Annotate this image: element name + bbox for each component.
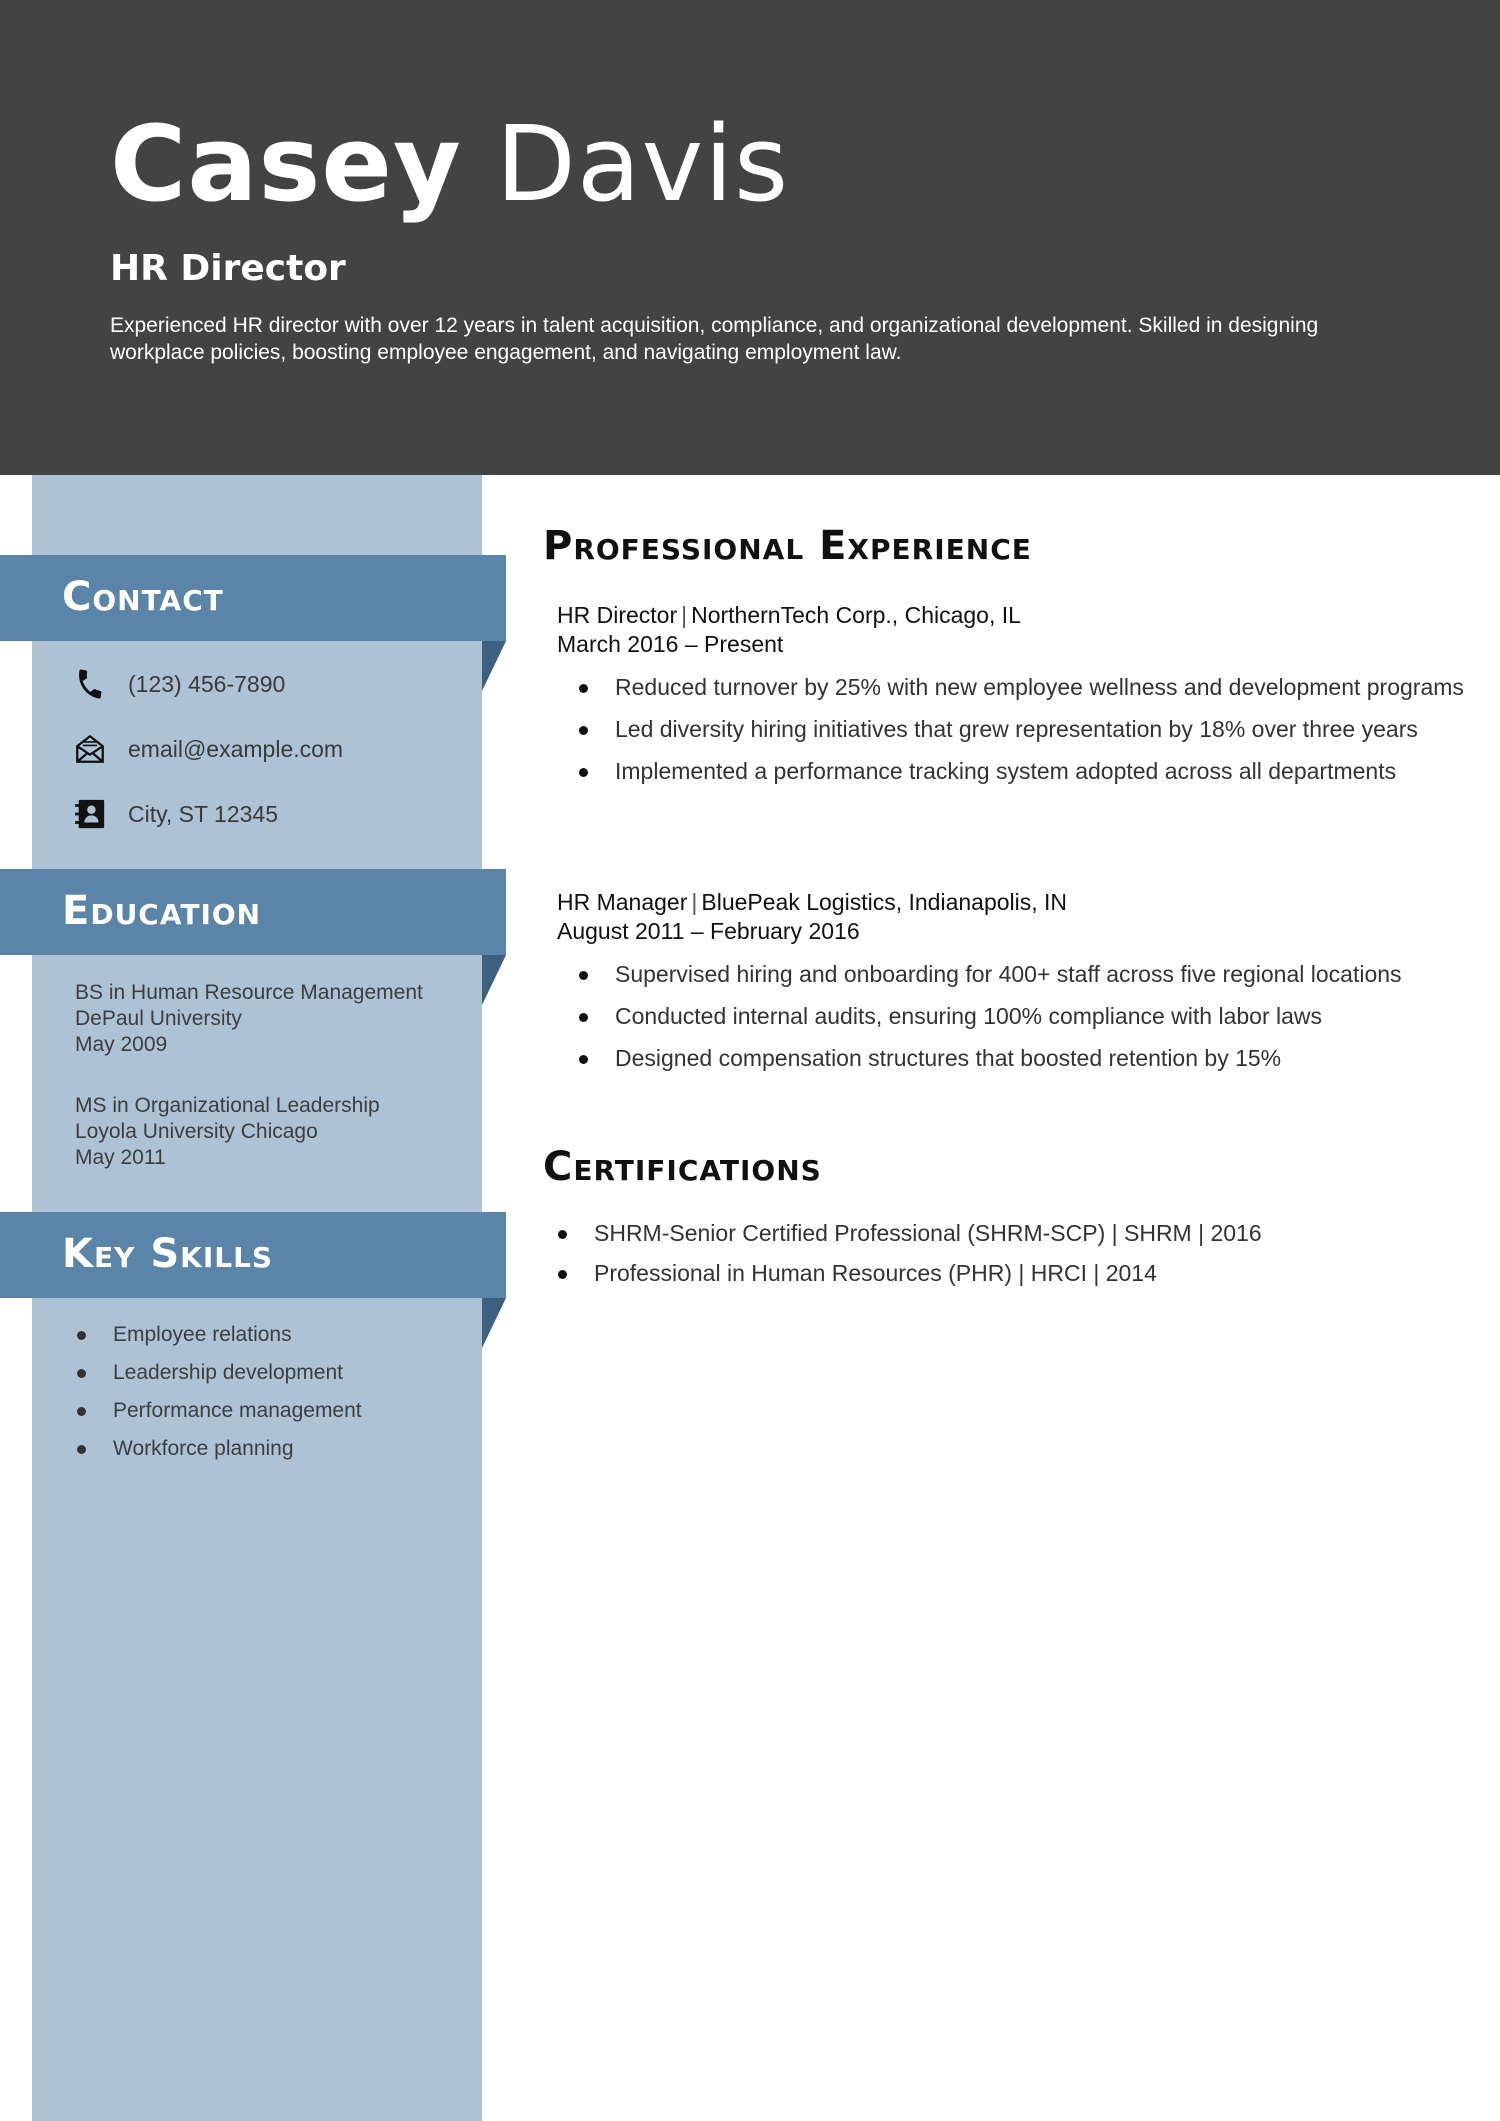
skills-section-header <box>0 1212 506 1298</box>
contact-address <box>72 794 278 834</box>
list-item: Reduced turnover by 25% with new employee wellness and development programs <box>557 672 1477 702</box>
education-section-header <box>0 869 506 955</box>
school: DePaul University <box>75 1007 242 1030</box>
email-icon <box>72 731 108 767</box>
contact-phone <box>72 664 285 704</box>
address-text: City, ST 12345 <box>128 800 279 827</box>
list-item: Supervised hiring and onboarding for 400+ staff across five regional locations <box>557 959 1477 989</box>
job-bullets <box>557 959 1477 1073</box>
email-text: email@example.com <box>128 735 344 762</box>
candidate-name <box>110 103 790 225</box>
education-entry <box>75 980 423 1058</box>
degree: BS in Human Resource Management <box>75 981 423 1004</box>
education-entry <box>75 1093 380 1171</box>
job-bullets <box>557 672 1477 786</box>
certifications-title: Certifications <box>543 1144 822 1190</box>
contact-email <box>72 729 343 769</box>
job-entry <box>557 888 1477 1085</box>
ribbon-fold <box>482 1298 506 1348</box>
list-item: Leadership development <box>75 1354 362 1392</box>
job-role: HR Manager <box>557 889 688 915</box>
ribbon-fold <box>482 955 506 1005</box>
job-company: BluePeak Logistics, Indianapolis, IN <box>701 889 1068 915</box>
list-item: Workforce planning <box>75 1430 362 1468</box>
graduation-date: May 2011 <box>75 1146 166 1169</box>
separator: | <box>691 889 698 915</box>
last-name: Davis <box>495 103 790 225</box>
skills-title: Key Skills <box>62 1231 274 1277</box>
list-item: Performance management <box>75 1392 362 1430</box>
phone-icon <box>72 666 108 702</box>
separator: | <box>681 602 688 628</box>
education-title: Education <box>62 888 262 934</box>
job-entry <box>557 601 1477 798</box>
list-item: Professional in Human Resources (PHR) | HRCI | 2014 <box>557 1258 1477 1288</box>
list-item: Led diversity hiring initiatives that grew representation by 18% over three years <box>557 714 1477 744</box>
job-company: NorthernTech Corp., Chicago, IL <box>691 602 1021 628</box>
first-name: Casey <box>110 103 462 225</box>
job-title: HR Director <box>110 248 346 289</box>
list-item: SHRM-Senior Certified Professional (SHRM-SCP) | SHRM | 2016 <box>557 1218 1477 1248</box>
job-dates: August 2011 – February 2016 <box>557 918 860 944</box>
phone-text: (123) 456-7890 <box>128 670 286 697</box>
sidebar <box>32 475 482 2121</box>
certifications-list <box>557 1218 1477 1298</box>
list-item: Employee relations <box>75 1316 362 1354</box>
school: Loyola University Chicago <box>75 1120 318 1143</box>
resume-header <box>0 0 1500 475</box>
job-dates: March 2016 – Present <box>557 631 784 657</box>
contact-title: Contact <box>62 574 224 620</box>
degree: MS in Organizational Leadership <box>75 1094 380 1117</box>
summary-text: Experienced HR director with over 12 years in talent acquisition, compliance, and organizational development. Skilled in designing workplace policies, boosting employee engagement, and navigating employment law. <box>110 314 1319 364</box>
list-item: Implemented a performance tracking system adopted across all departments <box>557 756 1477 786</box>
address-icon <box>72 796 108 832</box>
skills-list <box>75 1316 362 1468</box>
list-item: Conducted internal audits, ensuring 100% compliance with labor laws <box>557 1001 1477 1031</box>
job-heading <box>557 601 1477 630</box>
graduation-date: May 2009 <box>75 1033 168 1056</box>
list-item: Designed compensation structures that boosted retention by 15% <box>557 1043 1477 1073</box>
ribbon-fold <box>482 641 506 691</box>
contact-section-header <box>0 555 506 641</box>
job-heading <box>557 888 1477 917</box>
experience-title: Professional Experience <box>543 523 1032 569</box>
job-role: HR Director <box>557 602 678 628</box>
